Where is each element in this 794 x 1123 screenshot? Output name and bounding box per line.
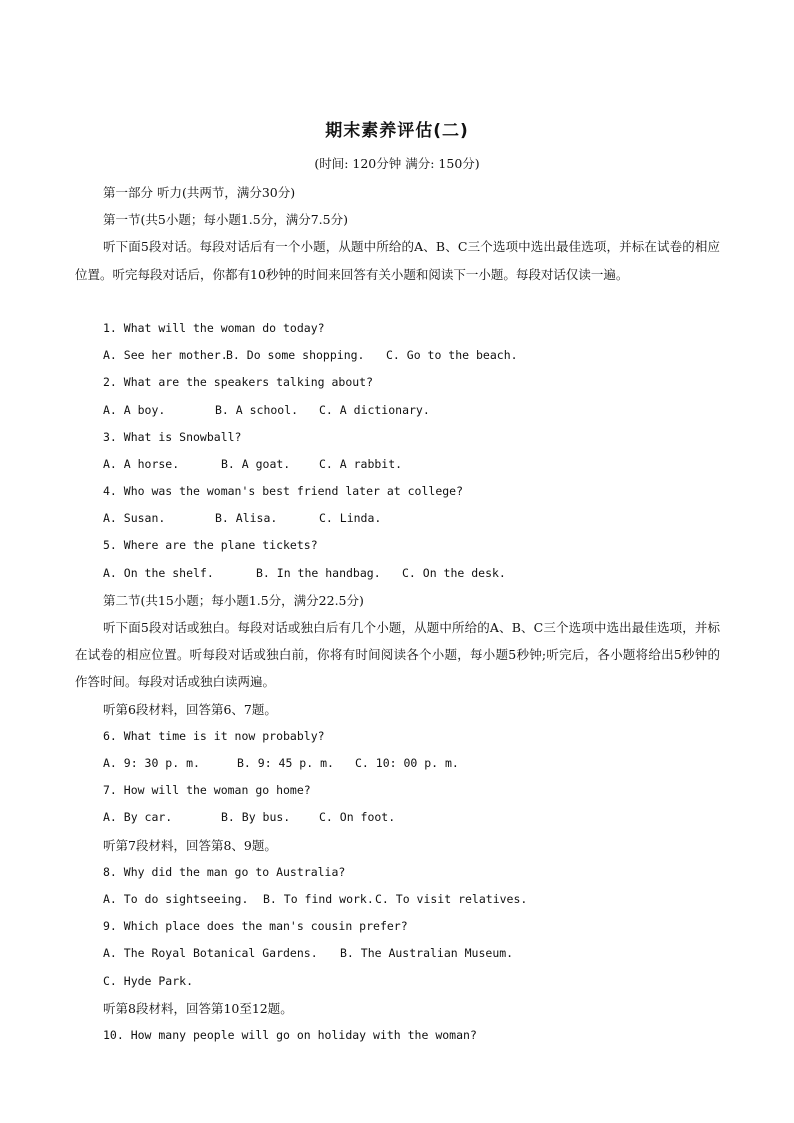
option-a: A. A boy. [103, 402, 166, 417]
option-a: A. See her mother. [103, 348, 228, 363]
question-3: 3. What is Snowball? [103, 429, 242, 444]
option-c: C. On foot. [319, 810, 396, 825]
section2-instructions: 听下面5段对话或独白。每段对话或独白后有几个小题，从题中所给的A、B、C三个选项中选出最佳选项，并标在试卷的相应位置。听每段对话或独白前，你将有时间阅读各个小题，每小题5秒钟;听完后，各小题将给出5秒钟的作答时间。每段对话或独白读两遍。 [75, 620, 720, 690]
question-8: 8. Why did the man go to Australia? [103, 864, 346, 879]
option-a: A. By car. [103, 810, 173, 825]
material-6-note: 听第6段材料，回答第6、7题。 [103, 701, 277, 717]
option-a: A. 9: 30 p. m. [103, 756, 200, 770]
question-9: 9. Which place does the man's cousin prefer? [103, 919, 408, 934]
option-b: B. A school. [215, 402, 299, 417]
question-1-options [75, 342, 720, 369]
question-1: 1. What will the woman do today? [103, 320, 325, 335]
question-8-options [75, 886, 720, 913]
section1-instructions: 听下面5段对话。每段对话后有一个小题，从题中所给的A、B、C三个选项中选出最佳选项，并标在试卷的相应位置。听完每段对话后，你都有10秒钟的时间来回答有关小题和阅读下一小题。每段对话仅读一遍。 [75, 239, 720, 282]
question-7: 7. How will the woman go home? [103, 783, 311, 798]
option-b: B. By bus. [221, 810, 291, 825]
option-c: C. To visit relatives. [375, 891, 528, 906]
option-b: B. In the handbag. [256, 565, 381, 580]
option-b: B. The Australian Museum. [340, 946, 514, 961]
question-10: 10. How many people will go on holiday with the woman? [103, 1027, 477, 1042]
option-b: B. 9: 45 p. m. [237, 756, 334, 770]
option-a: A. On the shelf. [103, 565, 214, 580]
option-b: B. Alisa. [215, 511, 278, 526]
part1-heading: 第一部分 听力(共两节，满分30分) [103, 185, 296, 200]
option-c: C. Linda. [319, 511, 382, 526]
option-b: B. A goat. [221, 456, 291, 471]
question-6-options [75, 750, 720, 777]
section1-heading: 第一节(共5小题；每小题1.5分，满分7.5分) [103, 212, 348, 228]
question-5: 5. Where are the plane tickets? [103, 538, 318, 553]
question-2-options [75, 397, 720, 424]
option-c: C. On the desk. [402, 565, 506, 580]
option-b: B. Do some shopping. [226, 348, 365, 363]
page-subtitle: (时间: 120分钟 满分: 150分) [314, 156, 480, 171]
exam-content [75, 179, 720, 1049]
question-6: 6. What time is it now probably? [103, 728, 325, 743]
question-9-options [75, 940, 720, 967]
option-c: C. A dictionary. [319, 402, 430, 417]
option-a: A. A horse. [103, 456, 180, 471]
option-c: C. 10: 00 p. m. [355, 756, 459, 770]
question-4-options [75, 505, 720, 532]
option-b: B. To find work. [263, 891, 374, 906]
question-2: 2. What are the speakers talking about? [103, 375, 374, 390]
option-c: C. A rabbit. [319, 456, 403, 471]
material-8-note: 听第8段材料，回答第10至12题。 [103, 1000, 293, 1016]
option-c: C. Go to the beach. [386, 348, 518, 363]
option-a: A. To do sightseeing. [103, 891, 249, 906]
question-9-option-c: C. Hyde Park. [103, 973, 194, 988]
question-5-options [75, 560, 720, 587]
question-4: 4. Who was the woman's best friend later at college? [103, 484, 464, 499]
page-title: 期末素养评估(二) [325, 121, 469, 141]
question-7-options [75, 804, 720, 831]
option-a: A. The Royal Botanical Gardens. [103, 946, 318, 961]
question-3-options [75, 451, 720, 478]
option-a: A. Susan. [103, 511, 166, 526]
section2-heading: 第二节(共15小题；每小题1.5分，满分22.5分) [103, 592, 364, 608]
material-7-note: 听第7段材料，回答第8、9题。 [103, 837, 277, 853]
